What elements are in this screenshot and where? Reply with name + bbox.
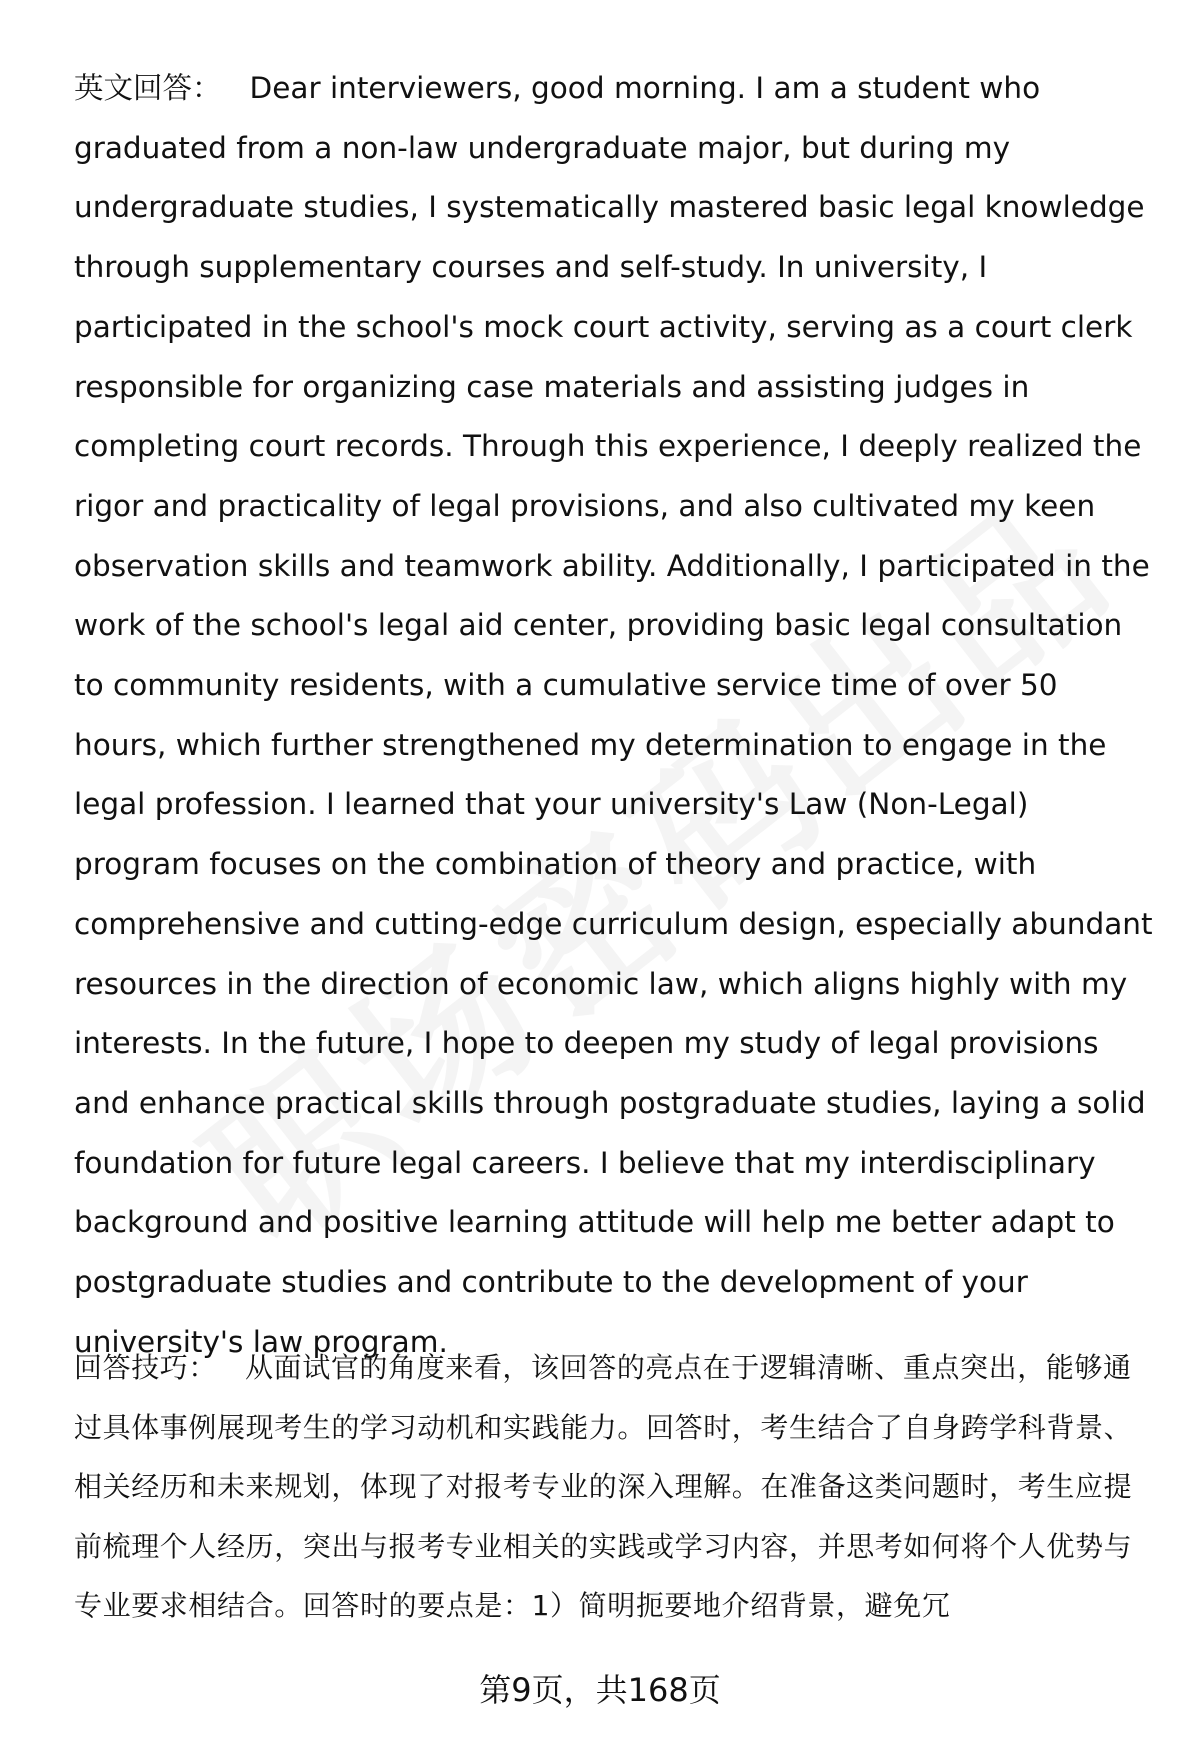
answer-tips-label: 回答技巧： — [74, 1351, 218, 1384]
answer-tips-paragraph — [74, 1338, 1156, 1636]
english-answer-paragraph — [74, 59, 1156, 1372]
english-answer-text: Dear interviewers, good morning. I am a student who graduated from a non-law undergraduate major, but during my undergraduate studies, I systematically mastered basic legal knowledge through supplementary courses and self-study. In university, I participated in the school's mock court activity, serving as a court clerk responsible for organizing case materials and assisting judges in completing court records. Through this experience, I deeply realized the rigor and practicality of legal provisions, and also cultivated my keen observation skills and teamwork ability. Additionally, I participated in the work of the school's legal aid center, providing basic legal consultation to community residents, with a cumulative service time of over 50 hours, which further strengthened my determination to engage in the legal profession. I learned that your university's Law (Non-Legal) program focuses on the combination of theory and practice, with comprehensive and cutting-edge curriculum design, especially abundant resources in the direction of economic law, which aligns highly with my interests. In the future, I hope to deepen my study of legal provisions and enhance practical skills through postgraduate studies, laying a solid foundation for future legal careers. I believe that my interdisciplinary background and positive learning attitude will help me better adapt to postgraduate studies and contribute to the development of your university's law program. — [74, 71, 1153, 1359]
page-number: 第9页，共168页 — [479, 1671, 721, 1709]
answer-tips-text: 从面试官的角度来看，该回答的亮点在于逻辑清晰、重点突出，能够通过具体事例展现考生的学习动机和实践能力。回答时，考生结合了自身跨学科背景、相关经历和未来规划，体现了对报考专业的深入理解。在准备这类问题时，考生应提前梳理个人经历，突出与报考专业相关的实践或学习内容，并思考如何将个人优势与专业要求相结合。回答时的要点是：1）简明扼要地介绍背景，避免冗 — [74, 1351, 1133, 1623]
english-answer-label: 英文回答： — [74, 71, 222, 105]
